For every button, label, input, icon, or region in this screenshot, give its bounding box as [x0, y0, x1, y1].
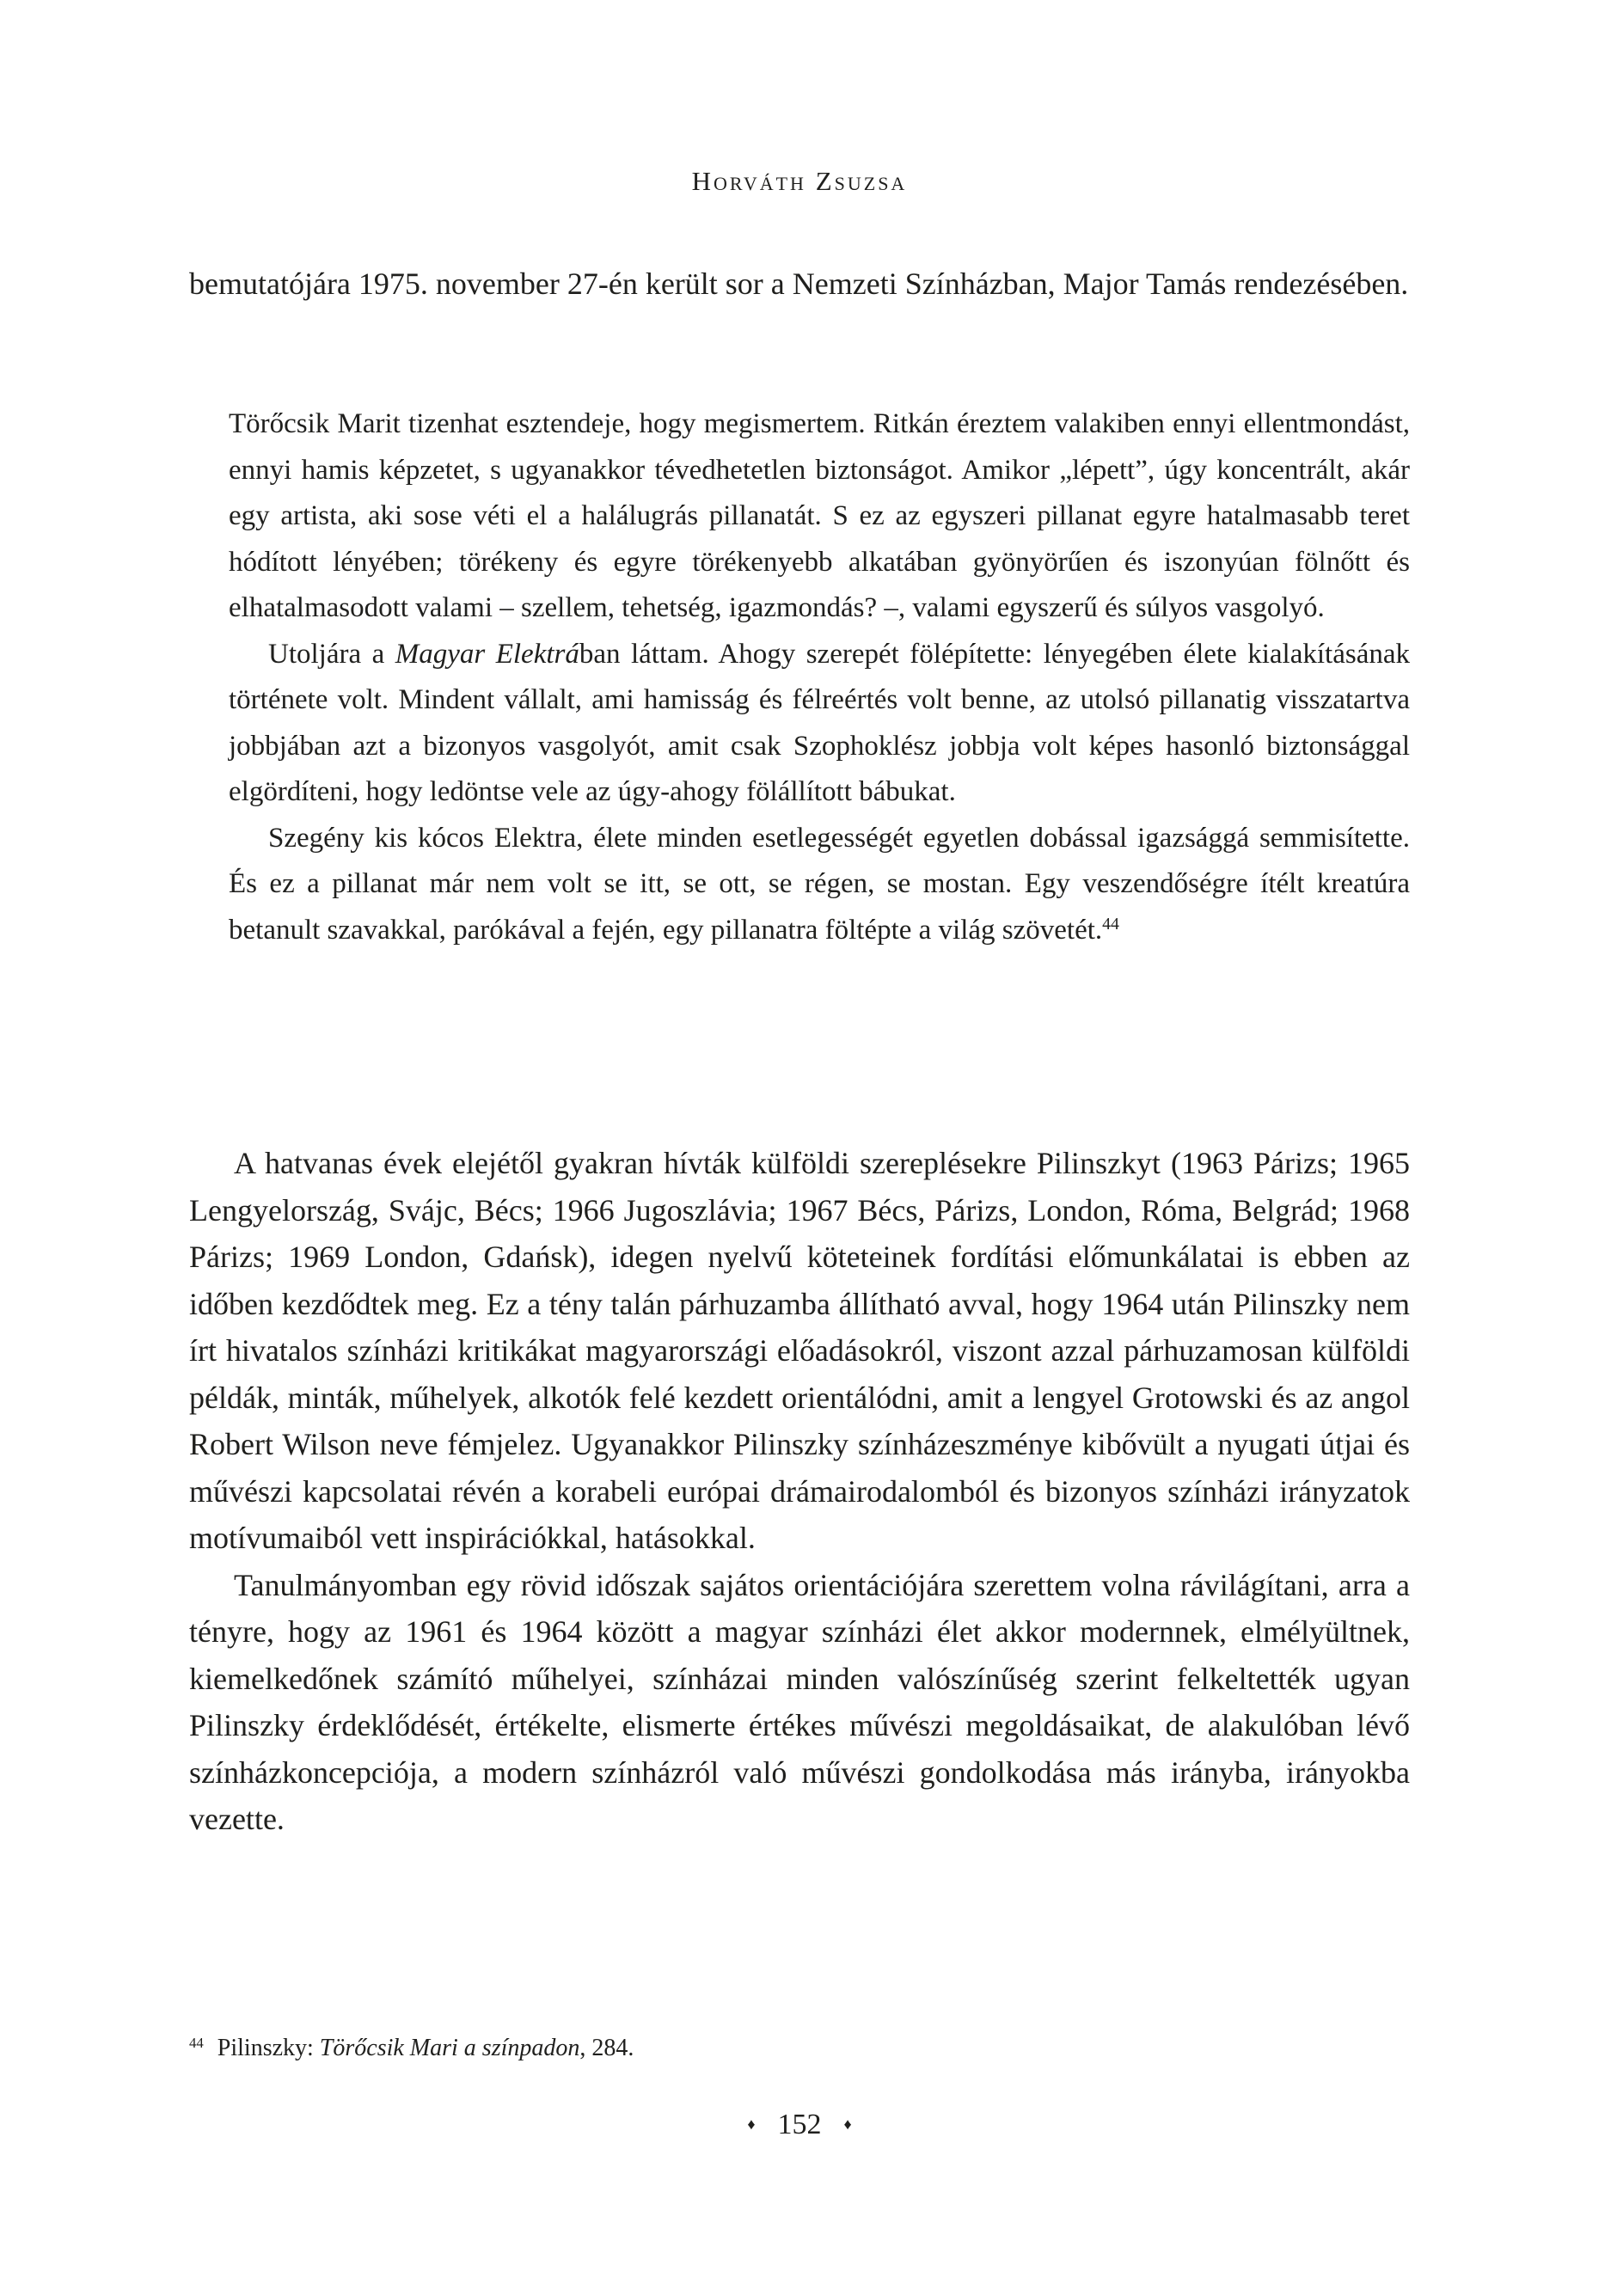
text-segment: Szegény kis kócos Elektra, élete minden esetlegességét egyetlen dobással igazsággá semmisítette. És ez a pillanat már nem volt se itt, se ott, se régen, se mostan. Egy veszendőségre ítélt kreatúra betanult szavakkal, parókával a fején, egy pillanatra föltépte a világ szövetét.	[229, 822, 1410, 946]
italic-text: Magyar Elektrá	[395, 638, 579, 670]
footnote-marker: 44	[1102, 914, 1119, 934]
paragraph	[189, 1140, 1410, 1562]
running-header: Horváth Zsuzsa	[691, 166, 908, 196]
paragraph	[189, 1562, 1410, 1843]
page-number: 152	[777, 2109, 822, 2140]
text-segment: Tanulmányomban egy rövid időszak sajátos orientációjára szerettem volna rávilágítani, arra a tényre, hogy az 1961 és 1964 között a magyar színházi élet akkor modernnek, elmélyültnek, kiemelkedőnek számító műhelyei, színházai minden valószínűség szerint felkeltették ugyan Pilinszky érdeklődését, értékelte, elismerte értékes művészi megoldásaikat, de alakulóban lévő színházkoncepciója, a modern színházról való művészi gondolkodása más irányba, irányokba vezette.	[189, 1567, 1410, 1836]
paragraph	[189, 2032, 1410, 2065]
page-footer	[189, 2107, 1410, 2142]
paragraph	[229, 816, 1410, 954]
paragraph	[229, 632, 1410, 816]
footer-ornament-left: ♦	[747, 2115, 756, 2133]
main-text-block	[189, 1140, 1410, 1843]
paragraph	[189, 260, 1410, 307]
text-segment: Pilinszky:	[211, 2035, 320, 2061]
blockquote	[229, 401, 1410, 953]
paragraph	[229, 401, 1410, 632]
opening-paragraph-block	[189, 260, 1410, 307]
text-segment: ban láttam. Ahogy szerepét fölépítette: lényegében élete kialakításának története volt. Mindent vállalt, ami hamisság és félreértés volt benne, az utolsó pillanatig visszatartva jobbjában azt a bizonyos vasgolyót, amit csak Szophoklész jobbja volt képes hasonló biztonsággal elgördíteni, hogy ledöntse vele az úgy-ahogy fölállított bábukat.	[229, 638, 1410, 807]
text-segment: Utoljára a	[268, 638, 395, 670]
footer-ornament-right: ♦	[843, 2115, 852, 2133]
italic-text: Törőcsik Mari a színpadon	[319, 2035, 580, 2061]
text-segment: , 284.	[579, 2035, 634, 2061]
footnote-marker: 44	[189, 2034, 204, 2051]
footnote	[189, 2032, 1410, 2065]
text-segment: Törőcsik Marit tizenhat esztendeje, hogy megismertem. Ritkán éreztem valakiben ennyi ellentmondást, ennyi hamis képzetet, s ugyanakkor tévedhetetlen biztonságot. Amikor „lépett”, úgy koncentrált, akár egy artista, aki sose véti el a halálugrás pillanatát. S ez az egyszeri pillanat egyre hatalmasabb teret hódított lényében; törékeny és egyre törékenyebb alkatában gyönyörűen és iszonyúan fölnőtt és elhatalmasodott valami – szellem, tehetség, igazmondás? –, valami egyszerű és súlyos vasgolyó.	[229, 408, 1410, 623]
text-segment: bemutatójára 1975. november 27-én került sor a Nemzeti Színházban, Major Tamás rendezésében.	[189, 266, 1409, 301]
text-segment: A hatvanas évek elejétől gyakran hívták külföldi szereplésekre Pilinszkyt (1963 Párizs; 1965 Lengyelország, Svájc, Bécs; 1966 Jugoszlávia; 1967 Bécs, Párizs, London, Róma, Belgrád; 1968 Párizs; 1969 London, Gdańsk), idegen nyelvű köteteinek fordítási előmunkálatai is ebben az időben kezdődtek meg. Ez a tény talán párhuzamba állítható avval, hogy 1964 után Pilinszky nem írt hivatalos színházi kritikákat magyarországi előadásokról, viszont azzal párhuzamosan külföldi példák, minták, műhelyek, alkotók felé kezdett orientálódni, amit a lengyel Grotowski és az angol Robert Wilson neve fémjelez. Ugyanakkor Pilinszky színházeszménye kibővült a nyugati útjai és művészi kapcsolatai révén a korabeli európai drámairodalomból és bizonyos színházi irányzatok motívumaiból vett inspirációkkal, hatásokkal.	[189, 1146, 1410, 1555]
